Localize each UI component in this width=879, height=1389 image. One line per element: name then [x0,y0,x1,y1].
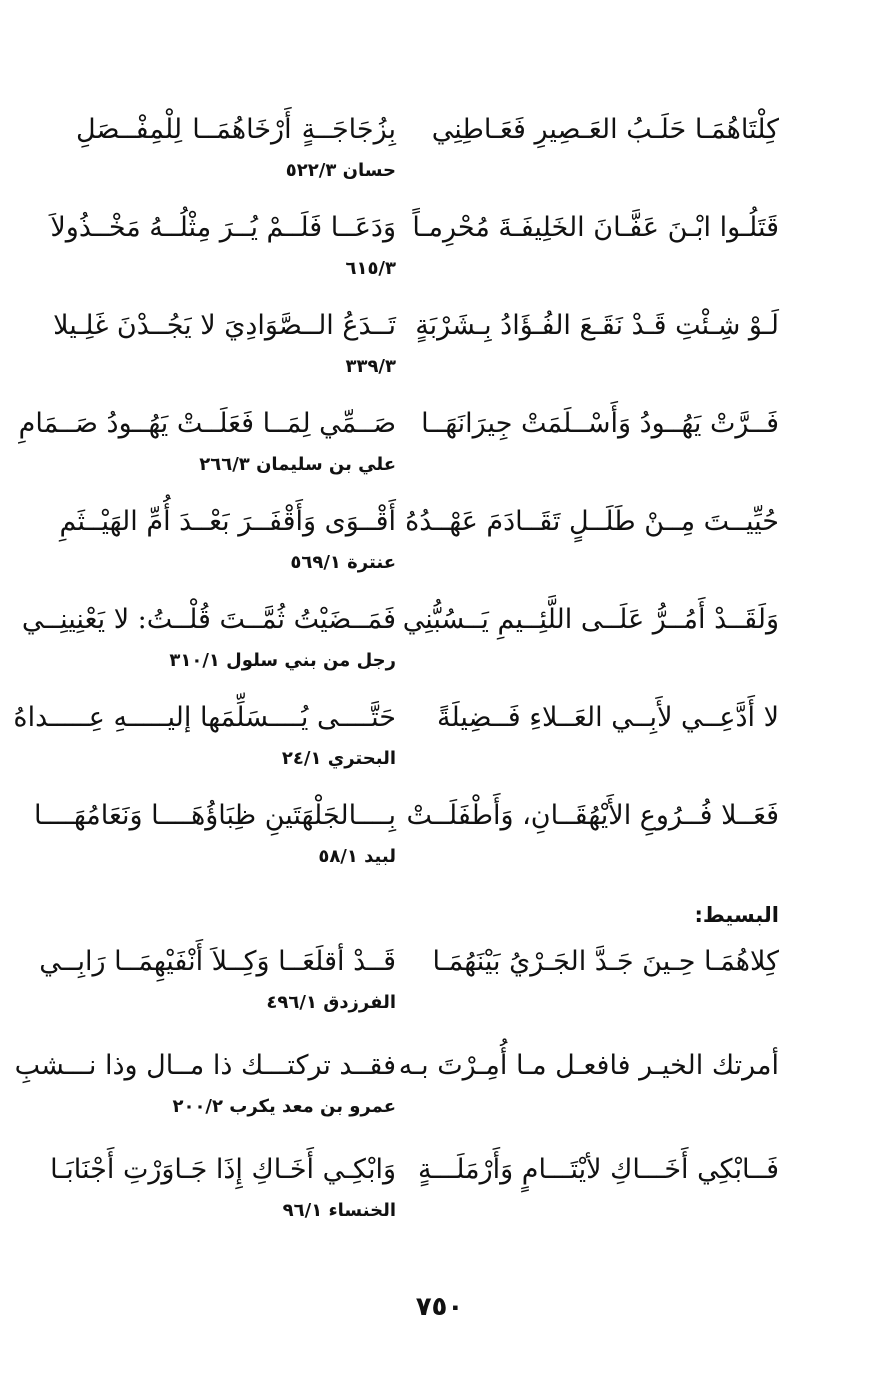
verse-attribution: عنترة ٥٦٩/١ [290,552,396,573]
verse-5 [59,500,779,598]
verse-first-hemistich: فَعَــلا فُــرُوعِ الأَيْهُقَــانِ، وَأَطْفَلَــتْ [406,800,779,831]
verse-second-hemistich: بِزُجَاجَــةٍ أَرْخَاهُمَــا لِلْمِفْــصَلِ [76,114,396,145]
verse-second-hemistich: حَتَّــــى يُــــسَلِّمَها إليـــــهِ عِـــــداهُ [13,702,396,733]
verse-first-hemistich: فَــابْكِي أَخَـــاكِ لأيْتَـــامٍ وَأَرْمَلَـــةٍ [418,1154,779,1185]
verse-first-hemistich: حُيِّيــتَ مِــنْ طَلَــلٍ تَقَــادَمَ عَهْــدُهُ [405,506,779,537]
poetry-content [13,108,779,1252]
verse-8 [33,794,779,892]
verse-attribution: لبيد ٥٨/١ [318,846,396,867]
page-number: ٧٥٠ [415,1292,464,1322]
verse-3 [53,304,779,402]
verse-second-hemistich: فَمَــضَيْتُ ثُمَّــتَ قُلْــتُ: لا يَعْنِينِــي [21,604,396,635]
verse-attribution: البحتري ٢٤/١ [281,748,396,769]
verse-second-hemistich: بِــــالجَلْهَتَينِ ظِبَاؤُهَــــا وَنَعَامُهَــــا [33,800,396,831]
verse-7 [13,696,779,794]
verse-first-hemistich: كِلْتَاهُمَـا حَلَـبُ العَـصِيرِ فَعَـاطِنِي [431,114,779,145]
verse-second-hemistich: فقــد تركتـــك ذا مــال وذا نـــشبِ [14,1050,396,1081]
verse-9 [39,940,779,1044]
verse-first-hemistich: قَتَلُـوا ابْـنَ عَفَّـانَ الخَلِيفَـةَ مُحْرِمـاً [412,212,779,243]
verse-first-hemistich: كِلاهُمَـا حِـينَ جَـدَّ الجَـرْيُ بَيْنَهُمَـا [432,946,779,977]
verse-first-hemistich: لَـوْ شِـئْتِ قَـدْ نَقَـعَ الفُـؤَادُ بِـشَرْبَةٍ [415,310,779,341]
verse-6 [21,598,779,696]
verse-2 [50,206,779,304]
verse-second-hemistich: قَــدْ أقلَعَــا وَكِــلاَ أَنْفَيْهِمَــا رَابِــي [39,946,396,977]
verse-second-hemistich: صَــمِّي لِمَــا فَعَلَــتْ يَهُــودُ صَــمَامِ [18,408,396,439]
verse-attribution: الفرزدق ٤٩٦/١ [266,992,396,1013]
verse-4 [18,402,779,500]
meter-heading: البسيط: [694,903,779,927]
verse-attribution: الخنساء ٩٦/١ [282,1200,396,1221]
verse-1 [76,108,779,206]
verse-first-hemistich: لا أَدَّعِــي لأَبِــي العَــلاءِ فَــضِيلَةً [436,702,779,733]
verse-attribution: عمرو بن معد يكرب ٢٠٠/٢ [172,1096,396,1117]
verse-first-hemistich: وَلَقَــدْ أَمُــرُّ عَلَــى اللَّئِــيمِ يَــسُبُّنِي [402,604,779,635]
verse-second-hemistich: وَدَعَــا فَلَــمْ يُــرَ مِثْلُــهُ مَخْــذُولاَ [50,212,396,243]
verse-attribution: حسان ٥٢٢/٣ [285,160,396,181]
verse-first-hemistich: فَــرَّتْ يَهُــودُ وَأَسْــلَمَتْ جِيرَانَهَــا [421,408,779,439]
verse-first-hemistich: أمرتك الخيـر فافعـل مـا أُمِـرْتَ بـه [398,1050,779,1081]
verse-attribution: رجل من بني سلول ٣١٠/١ [169,650,396,671]
verse-attribution: ٣٣٩/٣ [345,356,396,377]
verse-attribution: ٦١٥/٣ [345,258,396,279]
verse-second-hemistich: تَــدَعُ الــصَّوَادِيَ لا يَجُــدْنَ غَلِـيلا [53,310,396,341]
verse-second-hemistich: وَابْكِـي أَخَـاكِ إِذَا جَـاوَرْتِ أَجْنَابَـا [50,1154,396,1185]
verse-second-hemistich: أَقْــوَى وَأَقْفَــرَ بَعْــدَ أُمِّ الهَيْــثَمِ [59,506,396,537]
verse-attribution: علي بن سليمان ٢٦٦/٣ [199,454,396,475]
verse-10 [14,1044,779,1148]
verse-11 [50,1148,779,1252]
